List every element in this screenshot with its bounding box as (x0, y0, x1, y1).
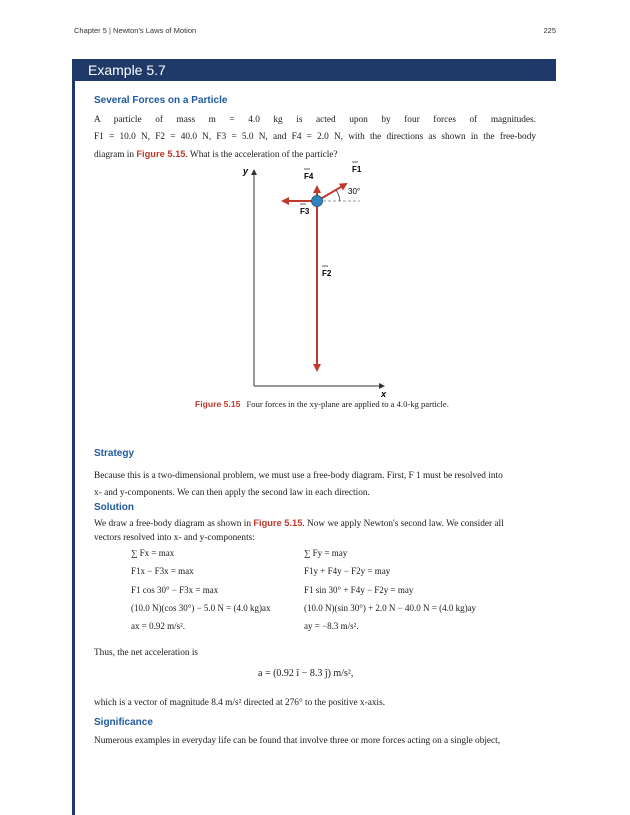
running-header-chapter: Chapter 5 | Newton's Laws of Motion (74, 26, 197, 35)
figure-caption-label: Figure 5.15 (195, 399, 241, 409)
left-equation-1: ∑ Fx = max (131, 548, 175, 558)
solution-line-2: vectors resolved into x- and y-components: (94, 533, 255, 543)
right-equation-4: (10.0 N)(sin 30°) + 2.0 N − 40.0 N = (4.0 kg)ay (304, 603, 477, 613)
solution-heading: Solution (94, 502, 134, 513)
problem-line-1-text: A particle of mass m = 4.0 kg is acted upon by four forces of magnitudes. (94, 115, 536, 125)
thus-line: Thus, the net acceleration is (94, 648, 199, 658)
example-side-rule (72, 81, 75, 815)
f2-label: F2 (322, 269, 332, 278)
left-equation-5: ax = 0.92 m/s². (131, 621, 186, 631)
solution-line-1-a: We draw a free-body diagram as shown in (94, 519, 254, 529)
problem-line-3 (94, 146, 536, 164)
left-equation-2: F1x − F3x = max (131, 566, 194, 576)
angle-arc (336, 190, 340, 201)
problem-line-2 (94, 129, 536, 146)
problem-line-3-b: . What is the acceleration of the particle? (185, 150, 338, 160)
example-title-banner: Example 5.7 (74, 59, 556, 81)
y-axis-label: y (243, 166, 249, 176)
right-equation-5: ay = −8.3 m/s². (304, 621, 359, 631)
significance-heading: Significance (94, 717, 153, 728)
strategy-line-2: x- and y-components. We can then apply the second law in each direction. (94, 488, 370, 498)
figure-caption (195, 398, 455, 410)
angle-label: 30° (348, 187, 361, 196)
right-equation-2: F1y + F4y − F2y = may (304, 566, 391, 576)
problem-line-2-text: F1 = 10.0 N, F2 = 40.0 N, F3 = 5.0 N, and F4 = 2.0 N, with the directions as shown in the free-body (94, 132, 536, 142)
x-axis-label: x (381, 389, 387, 399)
significance-line-1: Numerous examples in everyday life can be found that involve three or more forces acting on a single object, (94, 736, 501, 746)
f1-label: F1 (352, 165, 362, 174)
right-equation-3: F1 sin 30° + F4y − F2y = may (304, 585, 414, 595)
figure-caption-text: Four forces in the xy-plane are applied to a 4.0-kg particle. (246, 399, 449, 409)
strategy-line-1: Because this is a two-dimensional problem, we must use a free-body diagram. First, F 1 must be resolved into (94, 471, 503, 481)
figure-reference-link[interactable]: Figure 5.15 (136, 149, 186, 159)
magnitude-line: which is a vector of magnitude 8.4 m/s² directed at 276° to the positive x-axis. (94, 698, 386, 708)
left-equation-4: (10.0 N)(cos 30°) − 5.0 N = (4.0 kg)ax (131, 603, 271, 613)
problem-heading: Several Forces on a Particle (94, 95, 228, 106)
left-equation-3: F1 cos 30° − F3x = max (131, 585, 219, 595)
right-equation-1: ∑ Fy = may (304, 548, 348, 558)
problem-line-3-a: diagram in (94, 150, 137, 160)
net-acceleration-equation: a = (0.92 î − 8.3 ĵ) m/s², (258, 668, 354, 679)
solution-figure-reference-link[interactable]: Figure 5.15 (253, 518, 303, 528)
strategy-heading: Strategy (94, 448, 135, 459)
particle (312, 196, 323, 207)
running-header-page-number: 225 (543, 26, 556, 35)
f3-label: F3 (300, 207, 310, 216)
solution-line-1-b: . Now we apply Newton's second law. We consider all (302, 519, 504, 529)
problem-line-1 (94, 112, 536, 129)
force-f1-arrow (317, 184, 346, 201)
f4-label: F4 (304, 172, 314, 181)
